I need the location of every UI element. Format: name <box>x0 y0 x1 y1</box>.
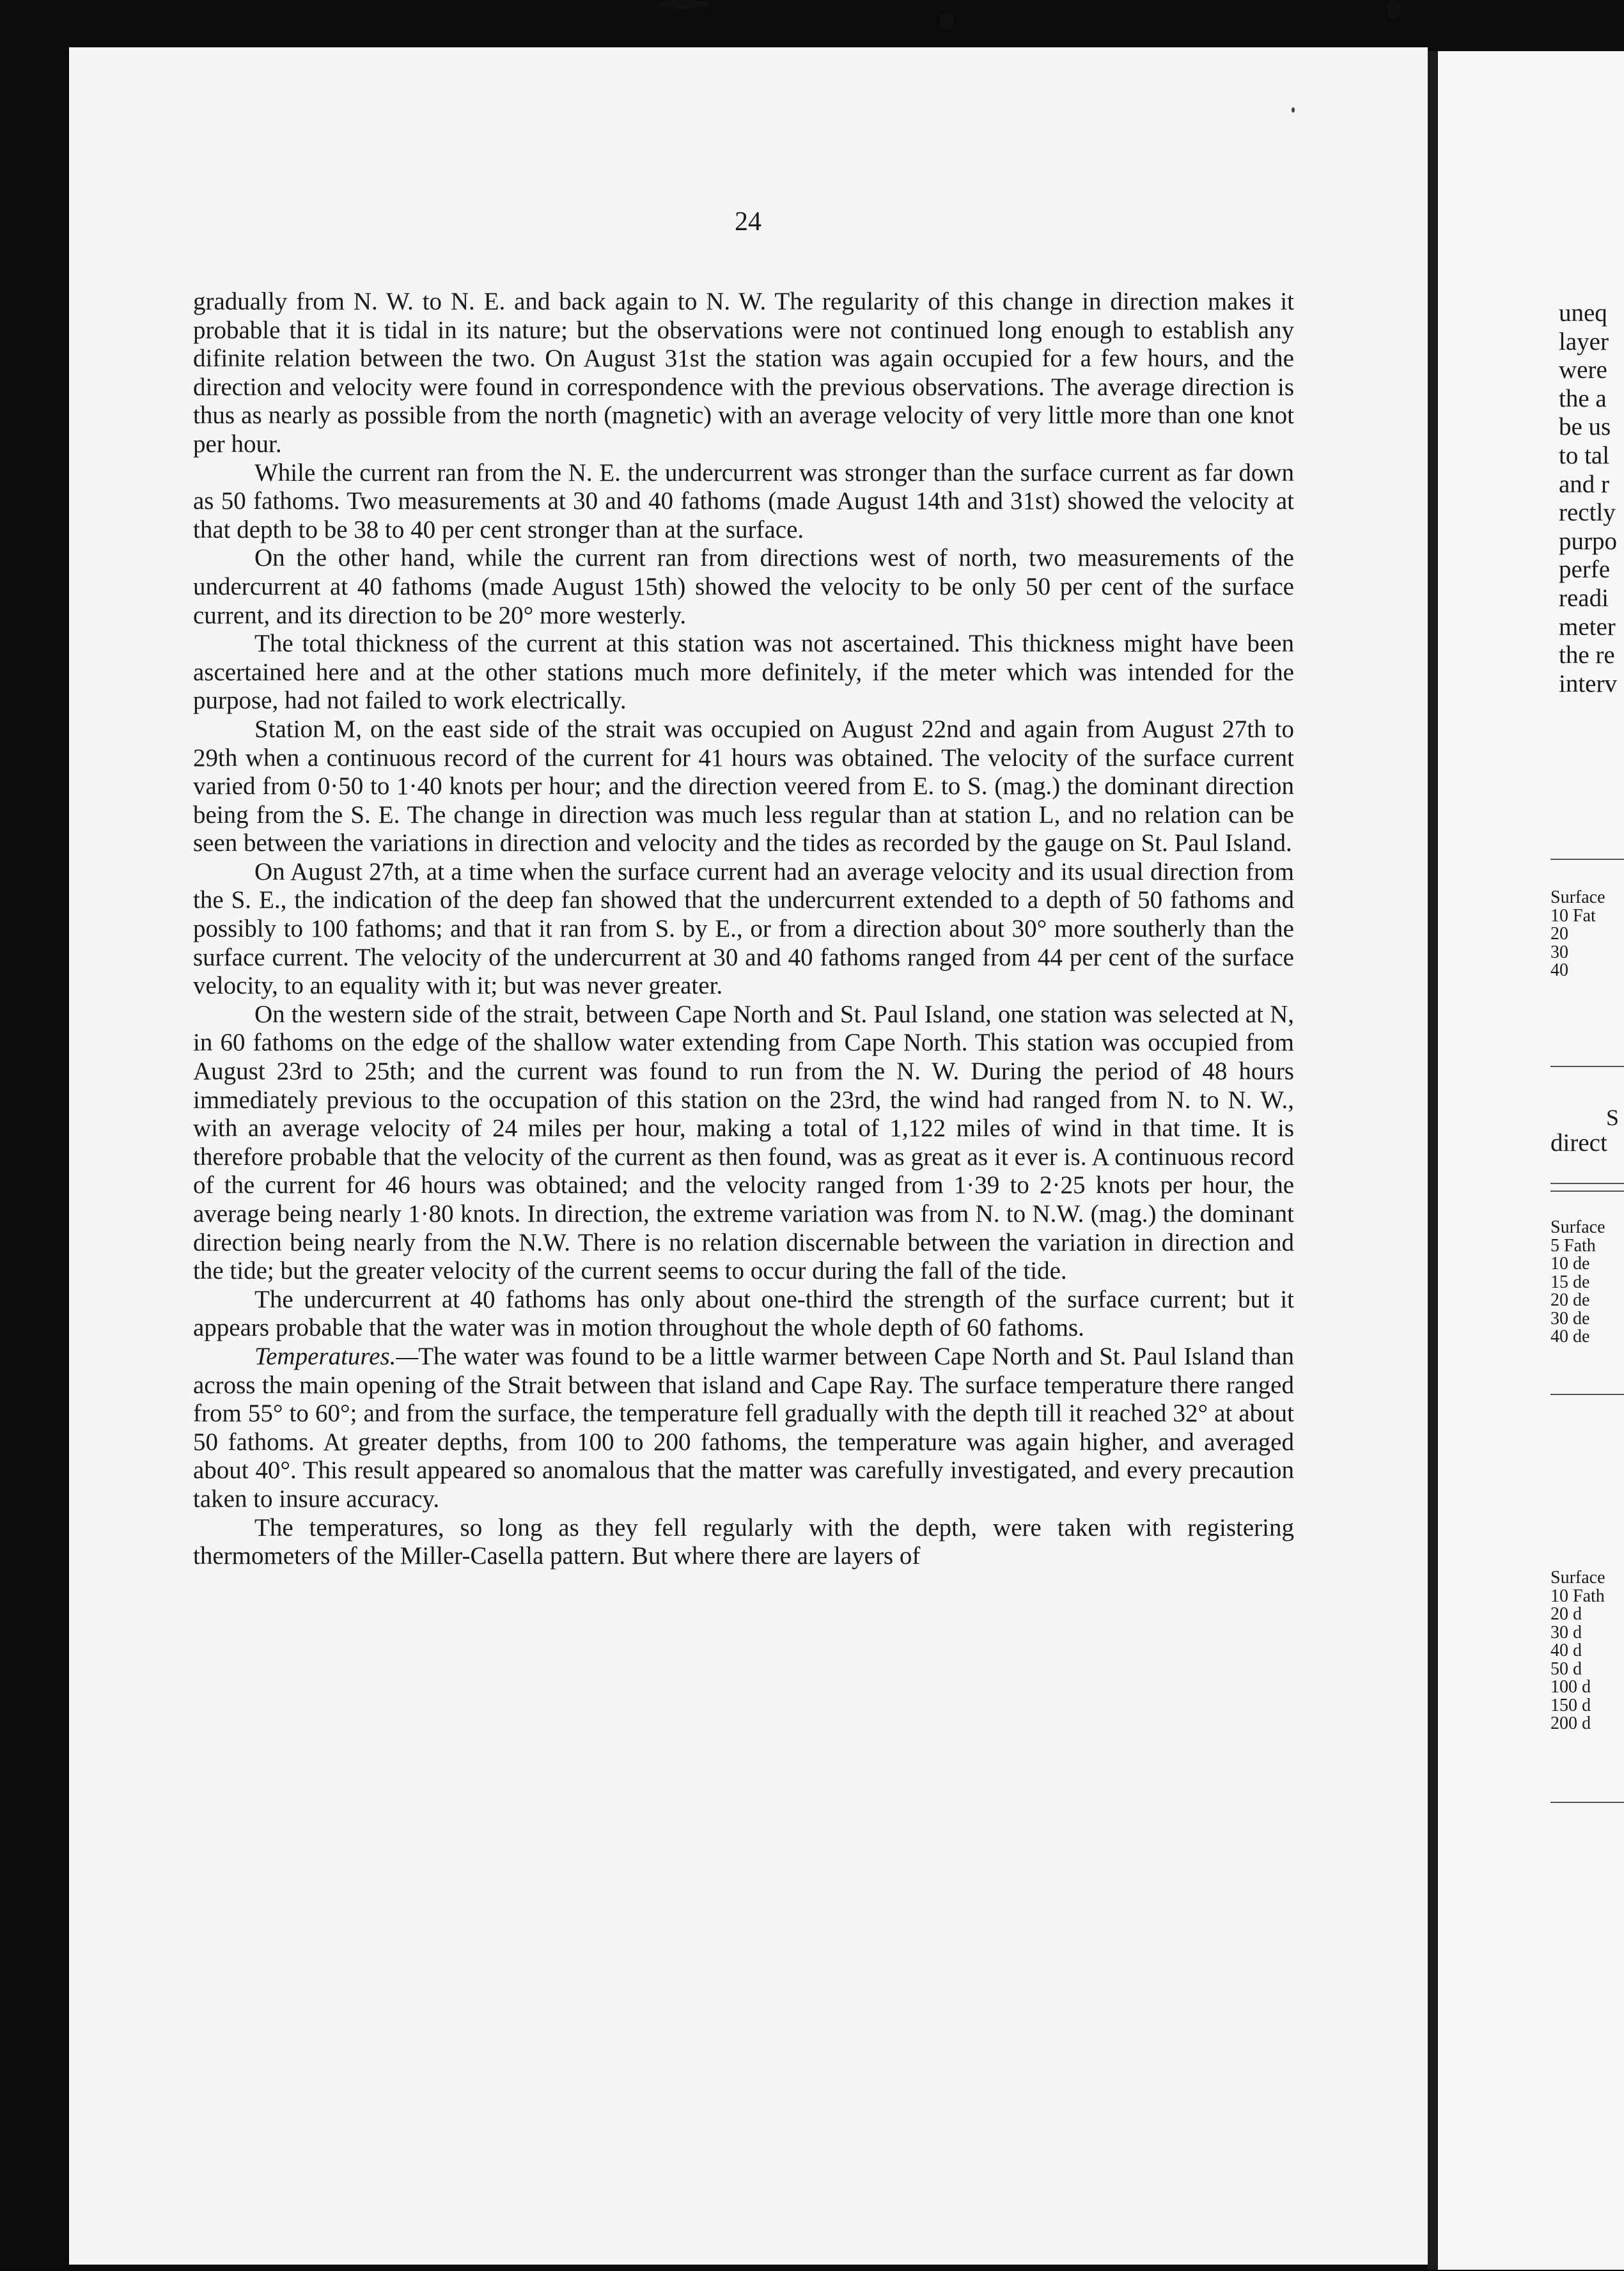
facing-table-row: 30 d <box>1550 1622 1582 1643</box>
facing-table-row: 40 d <box>1550 1641 1582 1660</box>
facing-table-row: 15 de <box>1550 1272 1590 1292</box>
scan-speck <box>1292 107 1295 113</box>
facing-text-line: the re <box>1559 641 1615 669</box>
paragraph: On August 27th, at a time when the surface current had an average velocity and its usual direction from the S. E., the indication of the deep fan showed that the undercurrent extended to a depth of 50 fathoms and possibly to 100 fathoms; and that it ran from S. by E., or from a direction about 30° more southerly than the surface current. The velocity of the undercurrent at 30 and 40 fathoms ranged from 44 per cent of the surface velocity, to an equality with it; but was never greater. <box>193 857 1294 1000</box>
facing-table-row: 100 d <box>1550 1677 1591 1697</box>
table-rule <box>1550 1394 1624 1395</box>
paragraph: On the other hand, while the current ran from directions west of north, two measurements of the undercurrent at 40 fathoms (made August 15th) showed the velocity to be only 50 per cent of the surface current, and its direction to be 20° more westerly. <box>193 544 1294 629</box>
facing-text-line: layer <box>1559 327 1609 355</box>
scan-speck <box>1387 0 1400 19</box>
facing-table-row: Surface <box>1550 1568 1605 1588</box>
facing-table-row: 50 d <box>1550 1658 1582 1679</box>
facing-table-row: 20 <box>1550 924 1568 944</box>
scan-speck <box>940 13 954 29</box>
facing-table-3 <box>1550 1569 1605 1733</box>
facing-table-1 <box>1550 889 1605 980</box>
facing-text-line: the a <box>1559 384 1607 412</box>
facing-table-row: 5 Fath <box>1550 1235 1596 1256</box>
paragraph-body: The water was found to be a little warmer between Cape North and St. Paul Island than across the main opening of the Strait between that island and Cape Ray. The surface temperature there ranged from 55° to 60°; and from the surface, the temperature fell gradually with the depth till it reached 32° at about 50 fathoms. At greater depths, from 100 to 200 fathoms, the temperature was again higher, and averaged about 40°. This result appeared so anomalous that the matter was carefully investigated, and every precaution taken to insure accuracy. <box>193 1342 1294 1513</box>
facing-table-row: 10 de <box>1550 1254 1590 1274</box>
facing-table-row: Surface <box>1550 887 1605 907</box>
paragraph: The undercurrent at 40 fathoms has only about one-third the strength of the surface current; but it appears probable that the water was in motion throughout the whole depth of 60 fathoms. <box>193 1285 1294 1342</box>
page-number: 24 <box>735 207 761 237</box>
main-text <box>193 288 1294 1571</box>
facing-text-line: readi <box>1559 584 1609 612</box>
paragraph: gradually from N. W. to N. E. and back again to N. W. The regularity of this change in direction makes it probable that it is tidal in its nature; but the observations were not continued long enough to establish any difinite relation between the two. On August 31st the station was again occupied for a few hours, and the direction and velocity were found in correspondence with the previous observations. The average direction is thus as nearly as possible from the north (magnetic) with an average velocity of very little more than one knot per hour. <box>193 288 1294 458</box>
facing-table-2 <box>1550 1219 1605 1346</box>
facing-table-row: 30 <box>1550 942 1568 962</box>
facing-table-row: 200 d <box>1550 1713 1591 1733</box>
facing-text-line: uneq <box>1559 299 1607 327</box>
facing-text-line: be us <box>1559 413 1611 441</box>
facing-text-line: interv <box>1559 669 1617 698</box>
table-rule <box>1550 1190 1624 1192</box>
facing-text-line: purpo <box>1559 527 1617 555</box>
facing-table-row: 20 d <box>1550 1604 1582 1624</box>
facing-table-row: Surface <box>1550 1217 1605 1237</box>
table-rule <box>1550 1183 1624 1184</box>
facing-section-text: direct <box>1550 1129 1607 1157</box>
facing-table-row: 150 d <box>1550 1695 1591 1715</box>
facing-table-row: 10 Fat <box>1550 905 1596 926</box>
facing-table-row: 40 de <box>1550 1327 1590 1346</box>
table-rule <box>1550 859 1624 860</box>
table-rule <box>1550 1802 1624 1803</box>
facing-text-line: to tal <box>1559 441 1610 469</box>
paragraph: The temperatures, so long as they fell regularly with the depth, were taken with registering thermometers of the Miller-Casella pattern. But where there are layers of <box>193 1513 1294 1570</box>
paragraph: On the western side of the strait, between Cape North and St. Paul Island, one station was selected at N, in 60 fathoms on the edge of the shallow water extending from Cape North. This station was occupied from August 23rd to 25th; and the current was found to run from the N. W. During the period of 48 hours immediately previous to the occupation of this station on the 23rd, the wind had ranged from N. to N. W., with an average velocity of 24 miles per hour, making a total of 1,122 miles of wind in that time. It is therefore probable that the velocity of the current as then found, was as great as it ever is. A continuous record of the current for 46 hours was obtained; and the velocity ranged from 1·39 to 2·25 knots per hour, the average being nearly 1·80 knots. In direction, the extreme variation was from N. to N.W. (mag.) the dominant direction being nearly from the N.W. There is no relation discernable between the variation in direction and the tide; but the greater velocity of the current seems to occur during the fall of the tide. <box>193 1000 1294 1285</box>
paragraph-temperatures <box>193 1343 1294 1514</box>
facing-table-row: 40 <box>1550 960 1568 980</box>
paragraph: Station M, on the east side of the strait was occupied on August 22nd and again from August 27th to 29th when a continuous record of the current for 41 hours was obtained. The velocity of the surface current varied from 0·50 to 1·40 knots per hour; and the direction veered from E. to S. (mag.) the dominant direction being from the S. E. The change in direction was much less regular than at station L, and no relation can be seen between the variations in direction and velocity and the tides as recorded by the gauge on St. Paul Island. <box>193 715 1294 857</box>
scan-speck <box>659 0 710 9</box>
table-rule <box>1550 1066 1624 1067</box>
facing-text-column <box>1559 299 1617 698</box>
paragraph: The total thickness of the current at this station was not ascertained. This thickness might have been ascertained here and at the other stations much more definitely, if the meter which was intended for the purpose, had not failed to work electrically. <box>193 630 1294 715</box>
facing-text-line: rectly <box>1559 499 1616 527</box>
facing-table-row: 20 de <box>1550 1290 1590 1310</box>
facing-section-heading: S <box>1606 1105 1620 1130</box>
facing-table-row: 30 de <box>1550 1308 1590 1329</box>
facing-text-line: and r <box>1559 470 1610 498</box>
facing-text-line: were <box>1559 356 1607 384</box>
facing-text-line: perfe <box>1559 556 1611 584</box>
paragraph: While the current ran from the N. E. the undercurrent was stronger than the surface current as far down as 50 fathoms. Two measurements at 30 and 40 fathoms (made August 14th and 31st) showed the velocity at that depth to be 38 to 40 per cent stronger than at the surface. <box>193 458 1294 543</box>
facing-text-line: meter <box>1559 613 1616 641</box>
book-gutter <box>1428 51 1438 2270</box>
section-lead-in: Temperatures.— <box>254 1342 419 1370</box>
facing-table-row: 10 Fath <box>1550 1586 1605 1606</box>
